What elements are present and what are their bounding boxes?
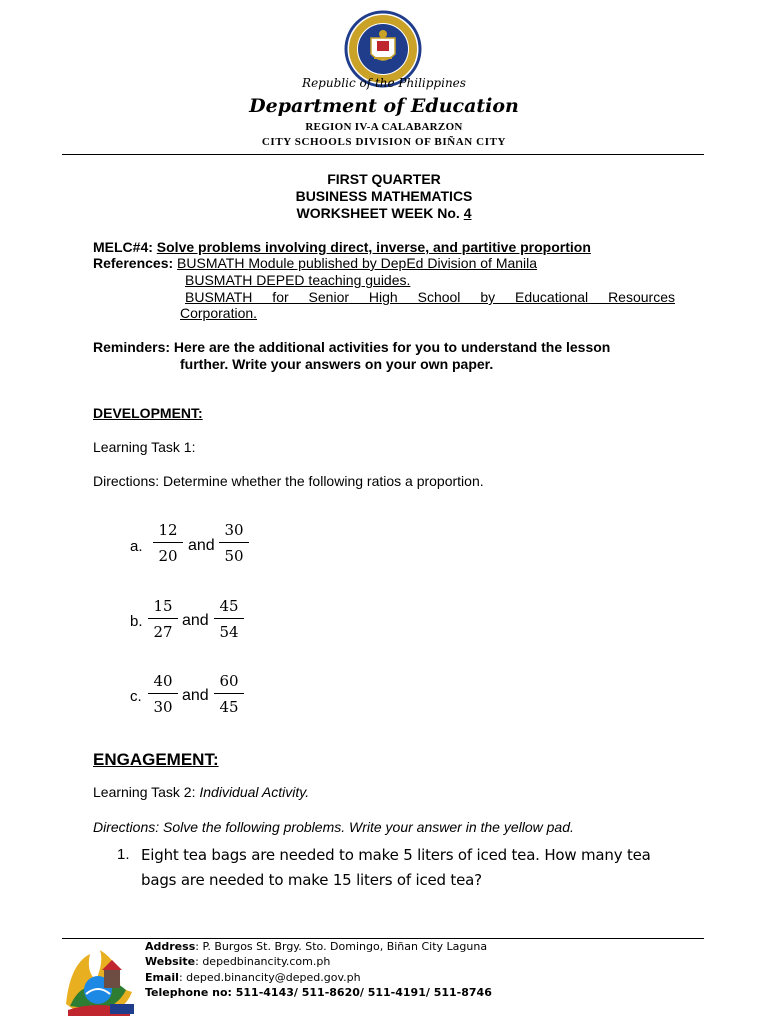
development-heading: DEVELOPMENT:	[93, 405, 203, 421]
footer-divider	[62, 938, 704, 939]
reminders-label: Reminders:	[93, 339, 174, 355]
reference-item: BUSMATH Module published by DepEd Division of Manila	[177, 255, 538, 271]
division-text: CITY SCHOOLS DIVISION OF BIÑAN CITY	[261, 136, 507, 148]
address-value: : P. Burgos St. Brgy. Sto. Domingo, Biñan City Laguna	[195, 940, 488, 953]
city-logo-icon	[60, 944, 138, 1018]
melc-label: MELC#4:	[93, 239, 157, 255]
email-label: Email	[145, 971, 179, 984]
worksheet-title	[0, 205, 768, 221]
item-letter: a.	[130, 538, 143, 555]
phone-value: : 511-4143/ 511-8620/ 511-4191/ 511-8746	[227, 986, 492, 999]
address-label: Address	[145, 940, 196, 953]
quarter-title: FIRST QUARTER	[327, 171, 441, 187]
subject-title: BUSINESS MATHEMATICS	[295, 188, 473, 204]
melc-line	[93, 239, 591, 255]
email-value[interactable]: : deped.binancity@deped.gov.ph	[178, 971, 361, 984]
engagement-heading: ENGAGEMENT:	[93, 750, 219, 769]
department-title: Department of Education	[249, 95, 519, 117]
problem-line: bags are needed to make 15 liters of iced tea?	[141, 871, 482, 889]
reference-item: BUSMATH for Senior High School by Educational Resources	[185, 289, 675, 305]
fraction-bar	[214, 693, 244, 694]
phone-label: Telephone no	[145, 986, 228, 999]
numerator: 12	[158, 521, 178, 539]
item-letter: b.	[130, 613, 143, 630]
worksheet-number: 4	[463, 205, 472, 221]
header-divider	[62, 154, 704, 155]
reminders-line1	[93, 339, 610, 355]
fraction	[146, 597, 180, 641]
fraction-bar	[148, 618, 178, 619]
denominator: 50	[224, 547, 244, 565]
numerator: 45	[219, 597, 239, 615]
region-text: REGION IV-A CALABARZON	[305, 121, 463, 133]
reference-item: Corporation.	[180, 305, 258, 321]
engagement-directions: Directions: Solve the following problems. Write your answer in the yellow pad.	[93, 819, 574, 835]
republic-text: Republic of the Philippines	[302, 76, 466, 90]
footer-email	[145, 971, 361, 984]
and-connector: and	[182, 687, 209, 704]
learning-task-2	[93, 784, 309, 800]
fraction-bar	[219, 542, 249, 543]
footer-phone	[145, 986, 492, 999]
numerator: 60	[219, 672, 239, 690]
learning-task-1: Learning Task 1:	[93, 439, 196, 455]
fraction	[212, 672, 246, 716]
footer-address	[145, 940, 487, 953]
references-line	[93, 255, 537, 271]
fraction	[212, 597, 246, 641]
denominator: 20	[158, 547, 178, 565]
website-label: Website	[145, 955, 196, 968]
numerator: 40	[153, 672, 173, 690]
fraction-bar	[153, 542, 183, 543]
footer-website	[145, 955, 330, 968]
references-label: References:	[93, 255, 178, 271]
reference-item: BUSMATH DEPED teaching guides.	[185, 272, 411, 288]
website-value[interactable]: : depedbinancity.com.ph	[195, 955, 331, 968]
problem-line: Eight tea bags are needed to make 5 liters of iced tea. How many tea	[141, 846, 651, 864]
fraction	[151, 521, 185, 565]
task-italic: Individual Activity.	[199, 784, 310, 800]
denominator: 45	[219, 698, 239, 716]
item-letter: c.	[130, 688, 142, 705]
fraction-bar	[148, 693, 178, 694]
development-directions: Directions: Determine whether the following ratios a proportion.	[93, 473, 484, 489]
denominator: 54	[219, 623, 239, 641]
problem-number: 1.	[117, 846, 130, 863]
worksheet-prefix: WORKSHEET WEEK No.	[296, 205, 464, 221]
reminders-line2: further. Write your answers on your own paper.	[180, 356, 494, 372]
reminders-text: Here are the additional activities for you to understand the lesson	[173, 339, 611, 355]
numerator: 30	[224, 521, 244, 539]
denominator: 27	[153, 623, 173, 641]
numerator: 15	[153, 597, 173, 615]
fraction	[146, 672, 180, 716]
task-prefix: Learning Task 2:	[93, 784, 200, 800]
and-connector: and	[182, 612, 209, 629]
melc-text: Solve problems involving direct, inverse, and partitive proportion	[156, 239, 591, 255]
fraction-bar	[214, 618, 244, 619]
denominator: 30	[153, 698, 173, 716]
and-connector: and	[188, 537, 215, 554]
fraction	[217, 521, 251, 565]
